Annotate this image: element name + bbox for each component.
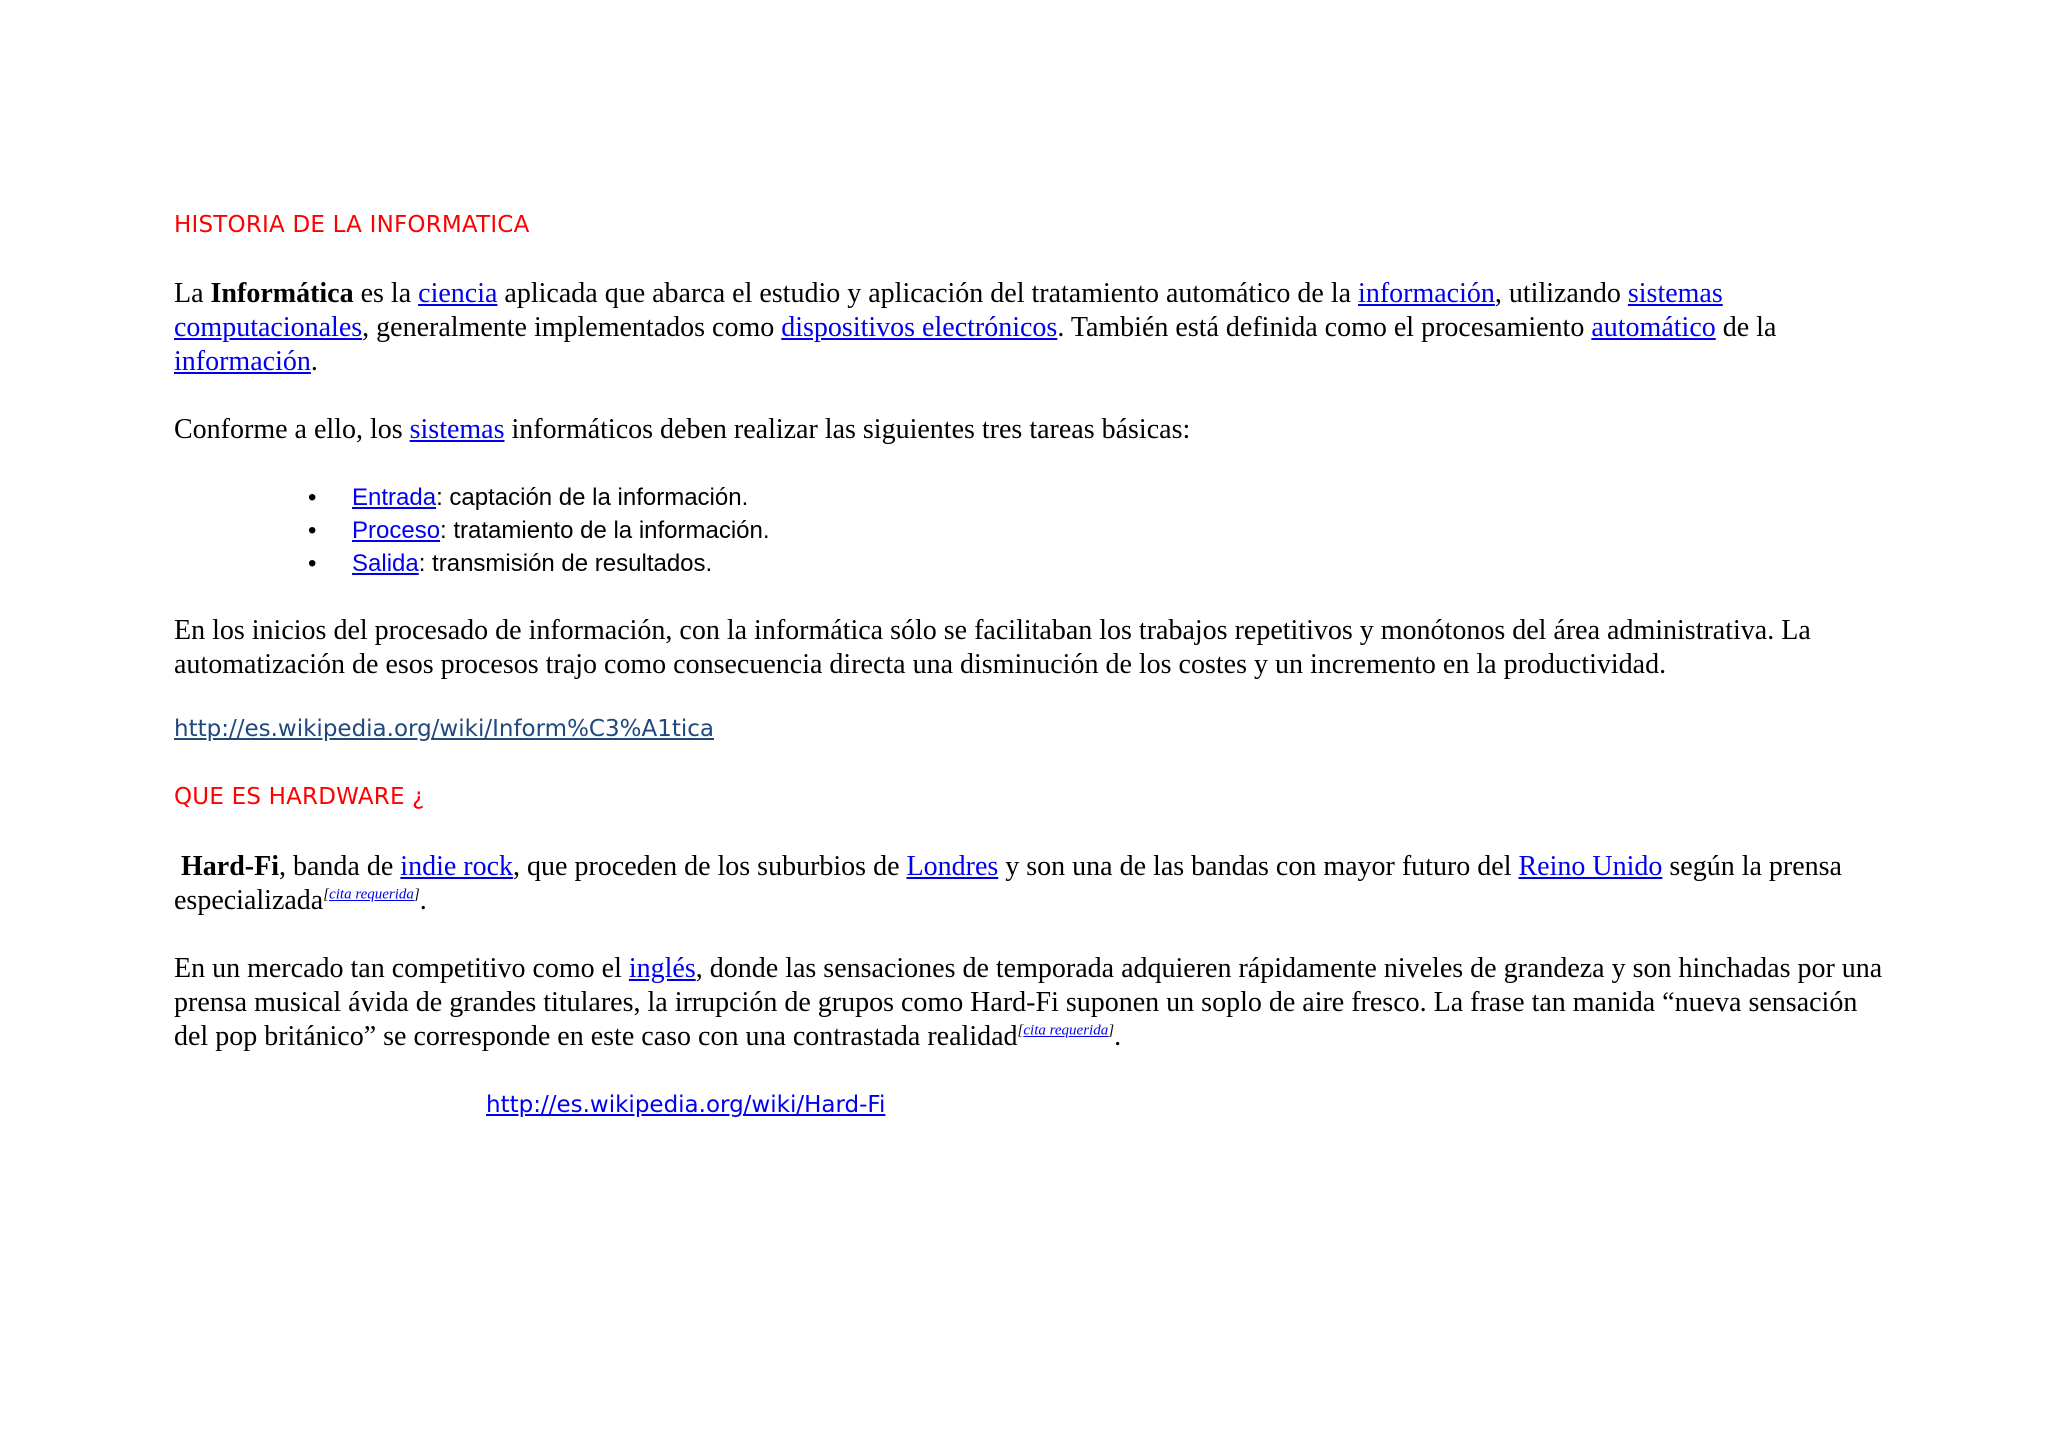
paragraph-informatica-definition: La Informática es la ciencia aplicada que abarca el estudio y aplicación del tratamiento automático de la información, utilizando sistemas computacionales, generalmente implementados como dispositivos electrónicos. También está definida como el procesamiento automático de la información. <box>174 278 1777 377</box>
link-ciencia[interactable]: ciencia <box>418 278 498 309</box>
link-entrada[interactable]: Entrada <box>352 484 437 511</box>
list-item: • Proceso: tratamiento de la información. <box>352 514 1894 547</box>
paragraph-hard-fi: Hard-Fi, banda de indie rock, que proceden de los suburbios de Londres y son una de las bandas con mayor futuro del Reino Unido según la prensa especializada[cita requerida]. <box>174 851 1842 916</box>
link-dispositivos-electronicos[interactable]: dispositivos electrónicos <box>781 312 1058 343</box>
link-sistemas[interactable]: sistemas <box>409 414 505 445</box>
list-item: • Entrada: captación de la información. <box>352 481 1894 514</box>
section-heading-hardware: QUE ES HARDWARE ¿ <box>174 784 425 810</box>
link-proceso[interactable]: Proceso <box>352 517 441 544</box>
source-link-hard-fi[interactable]: http://es.wikipedia.org/wiki/Hard-Fi <box>486 1092 886 1118</box>
task-list <box>174 481 1894 580</box>
source-link-row <box>174 1092 1894 1118</box>
citation: [cita requerida] <box>1017 1022 1115 1039</box>
link-londres[interactable]: Londres <box>906 851 999 882</box>
link-indie-rock[interactable]: indie rock <box>400 851 514 882</box>
term-hard-fi: Hard-Fi <box>181 851 279 882</box>
bullet-icon: • <box>308 550 317 577</box>
link-informacion-2[interactable]: información <box>174 346 311 377</box>
bullet-icon: • <box>308 484 317 511</box>
link-informacion[interactable]: información <box>1358 278 1495 309</box>
source-link-informatica[interactable]: http://es.wikipedia.org/wiki/Inform%C3%A1tica <box>174 716 714 742</box>
link-automatico[interactable]: automático <box>1591 312 1716 343</box>
document-page <box>174 210 1894 1118</box>
paragraph-mercado: En un mercado tan competitivo como el inglés, donde las sensaciones de temporada adquieren rápidamente niveles de grandeza y son hinchadas por una prensa musical ávida de grandes titulares, la irrupción de grupos como Hard-Fi suponen un soplo de aire fresco. La frase tan manida “nueva sensación del pop británico” se corresponde en este caso con una contrastada realidad[cita requerida]. <box>174 953 1883 1052</box>
link-reino-unido[interactable]: Reino Unido <box>1518 851 1663 882</box>
citation: [cita requerida] <box>323 886 420 903</box>
list-item: • Salida: transmisión de resultados. <box>352 547 1894 580</box>
paragraph-tareas-intro: Conforme a ello, los sistemas informáticos deben realizar las siguientes tres tareas básicas: <box>174 414 1191 445</box>
link-cita-requerida[interactable]: cita requerida <box>329 886 414 903</box>
link-cita-requerida-2[interactable]: cita requerida <box>1023 1022 1109 1039</box>
link-ingles[interactable]: inglés <box>628 953 696 984</box>
bullet-icon: • <box>308 517 317 544</box>
link-salida[interactable]: Salida <box>352 550 419 577</box>
paragraph-inicios: En los inicios del procesado de información, con la informática sólo se facilitaban los trabajos repetitivos y monótonos del área administrativa. La automatización de esos procesos trajo como consecuencia directa una disminución de los costes y un incremento en la productividad. <box>174 615 1811 680</box>
section-heading-historia: HISTORIA DE LA INFORMATICA <box>174 212 530 238</box>
link-sistemas-computacionales[interactable]: sistemas computacionales <box>174 278 1723 343</box>
term-informatica: Informática <box>210 278 354 309</box>
